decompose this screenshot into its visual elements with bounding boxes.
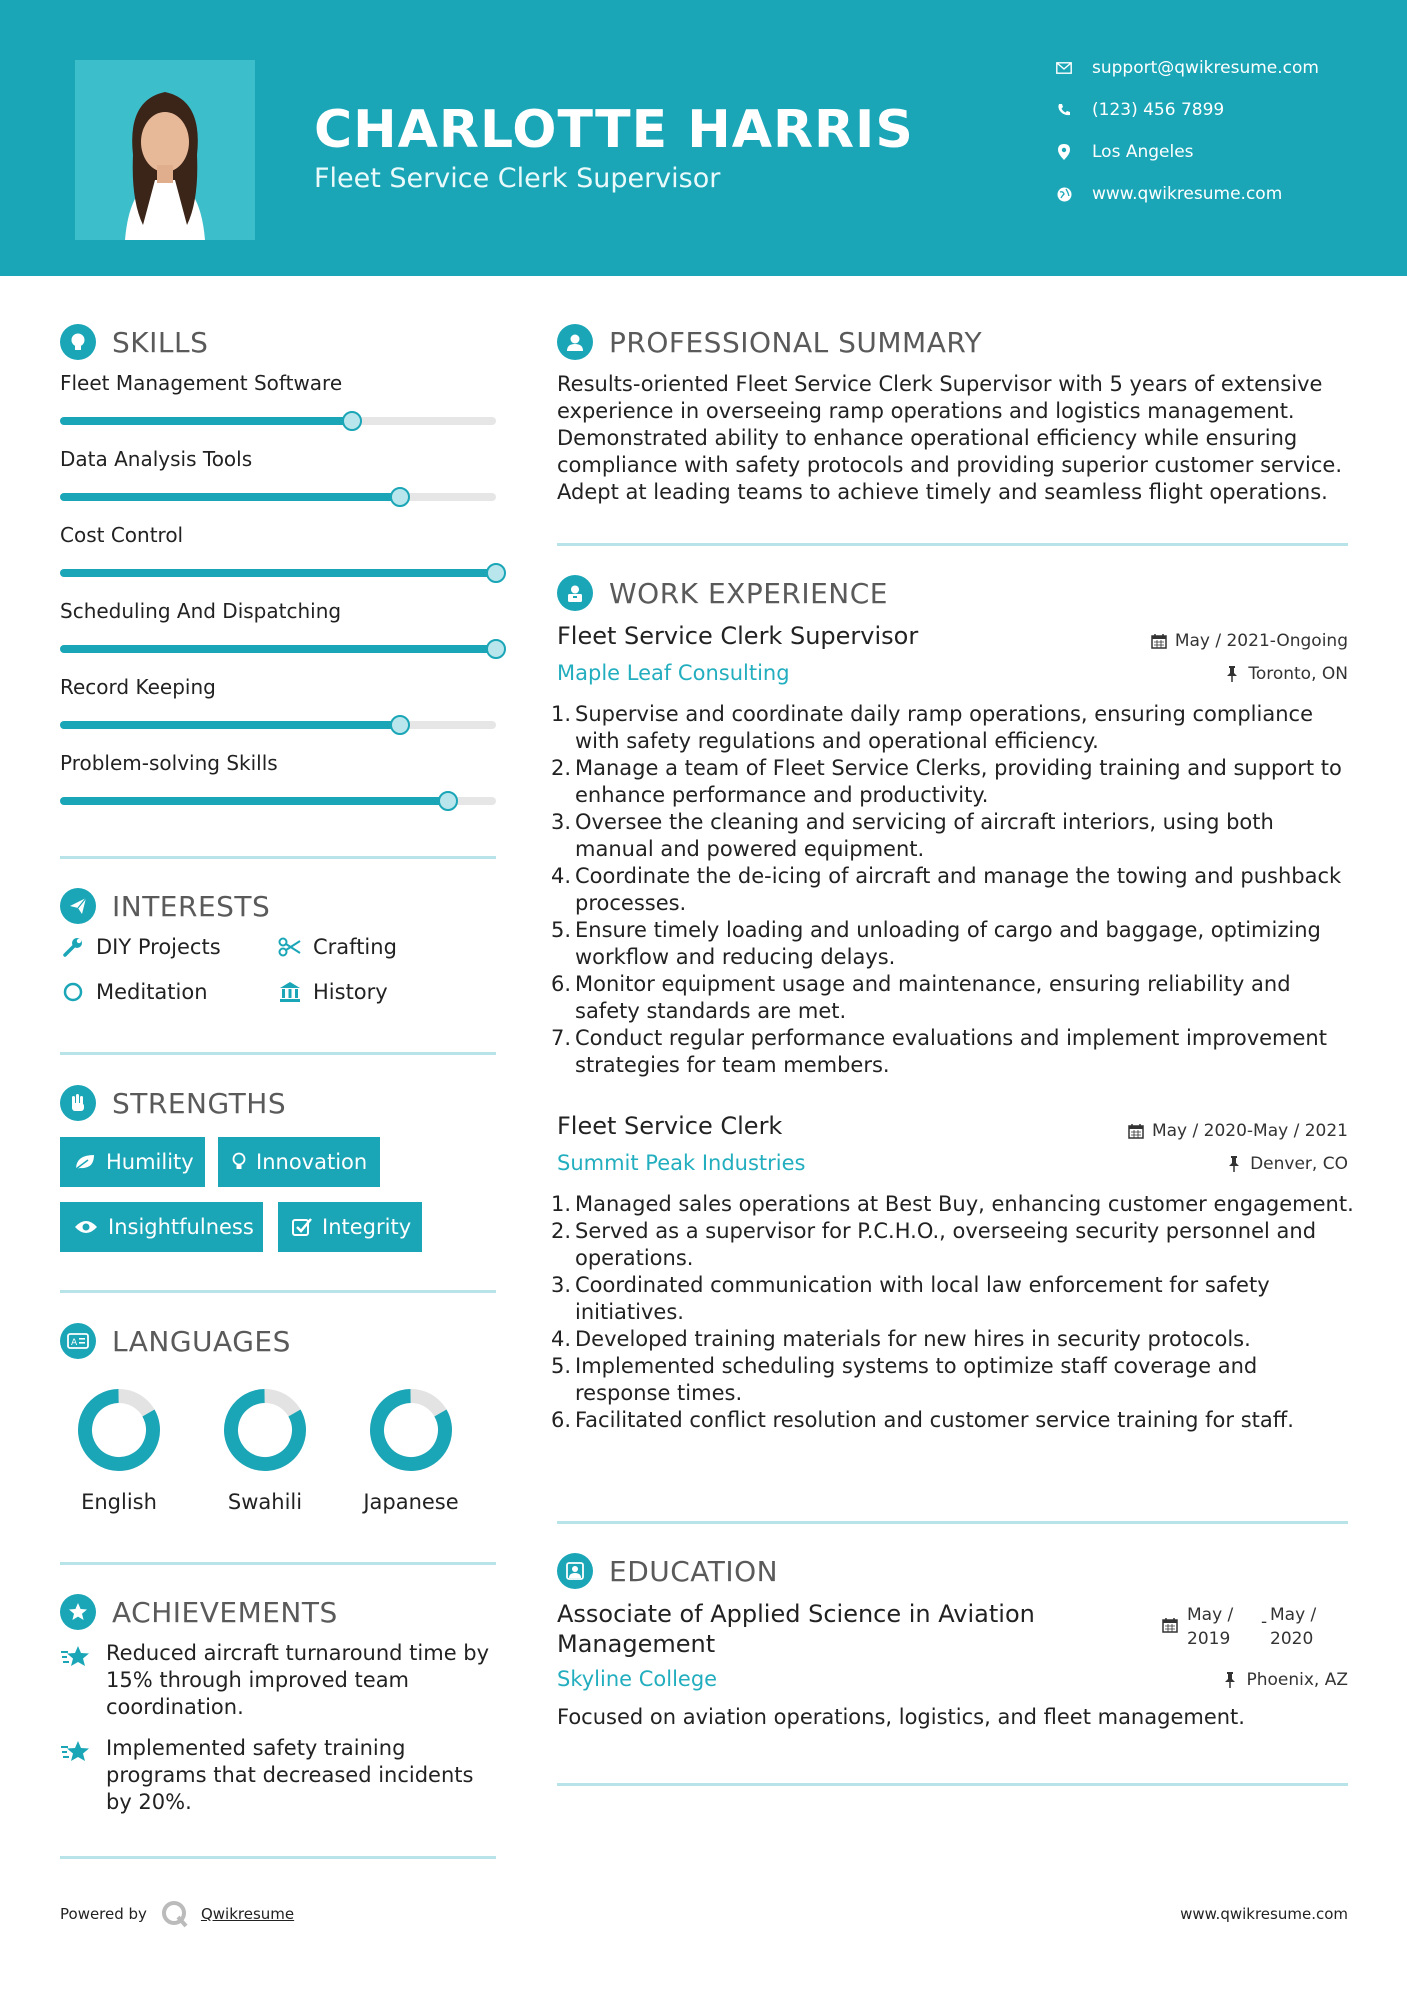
interest-label: History: [313, 980, 388, 1004]
list-number: 6.: [551, 1408, 572, 1432]
calendar-icon: [1162, 1617, 1178, 1637]
star-badge-icon: [60, 1594, 96, 1630]
job-duty-item: [551, 1025, 1357, 1079]
job-duties-list: [551, 701, 1357, 1079]
star-icon: [60, 1735, 94, 1816]
job-title: Fleet Service Clerk: [557, 1112, 783, 1140]
skill-label: Problem-solving Skills: [60, 751, 278, 775]
skill-bar: [60, 569, 496, 577]
language-proficiency-ring: [219, 1384, 311, 1476]
skill-bar-knob: [342, 411, 362, 431]
skills-heading: [60, 324, 208, 360]
graduate-icon: [557, 1553, 593, 1589]
divider: [60, 1290, 496, 1293]
education-heading: [557, 1553, 778, 1589]
pushpin-icon: [1225, 1156, 1243, 1172]
contact-email-text: support@qwikresume.com: [1092, 58, 1319, 78]
summary-title: PROFESSIONAL SUMMARY: [609, 325, 983, 359]
job-dates: [1127, 1121, 1348, 1141]
experience-title: WORK EXPERIENCE: [609, 576, 888, 610]
globe-icon: [1050, 184, 1078, 204]
map-pin-icon: [1050, 142, 1078, 162]
job-duty-text: Ensure timely loading and unloading of cargo and baggage, optimizing workflow and reducing delays.: [575, 918, 1321, 969]
job-duty-text: Coordinated communication with local law enforcement for safety initiatives.: [575, 1273, 1270, 1324]
achievement-item: [60, 1735, 500, 1816]
edu-end-date: [1270, 1603, 1316, 1651]
job-dates: [1150, 631, 1348, 651]
strength-label: Integrity: [322, 1215, 412, 1239]
strength-badge: [218, 1137, 380, 1187]
qwikresume-logo-icon: [161, 1900, 189, 1928]
list-number: 1.: [551, 702, 572, 726]
strengths-title: STRENGTHS: [112, 1086, 287, 1120]
strength-badge: [60, 1202, 263, 1252]
contact-email[interactable]: [1050, 58, 1380, 78]
job-duty-text: Supervise and coordinate daily ramp operations, ensuring compliance with safety regulations and operational efficiency.: [575, 702, 1313, 753]
job-duty-text: Monitor equipment usage and maintenance, ensuring reliability and safety standards are met.: [575, 972, 1291, 1023]
skill-bar-fill: [60, 569, 496, 577]
edu-end-year: 2020: [1270, 1629, 1314, 1649]
edu-date-dash: -: [1261, 1612, 1268, 1632]
interest-item: [60, 980, 208, 1004]
divider: [557, 1783, 1348, 1786]
header-banner: [0, 0, 1407, 276]
job-duty-text: Coordinate the de-icing of aircraft and manage the towing and pushback processes.: [575, 864, 1342, 915]
interest-item: [277, 935, 397, 959]
edu-start-month: May /: [1187, 1605, 1234, 1625]
job-duty-text: Manage a team of Fleet Service Clerks, providing training and support to enhance performance and productivity.: [575, 756, 1342, 807]
divider: [60, 1562, 496, 1565]
skill-bar: [60, 797, 496, 805]
interests-title: INTERESTS: [112, 889, 271, 923]
skill-bar-fill: [60, 493, 400, 501]
contact-website[interactable]: [1050, 184, 1380, 204]
skill-bar: [60, 417, 496, 425]
skill-bar-knob: [486, 639, 506, 659]
interests-heading: [60, 888, 270, 924]
skills-title: SKILLS: [112, 325, 209, 359]
interest-item: [277, 980, 388, 1004]
contact-location: [1050, 142, 1380, 162]
job-duty-item: [551, 755, 1357, 809]
job-duty-item: [551, 1353, 1357, 1407]
job-duty-text: Developed training materials for new hires in security protocols.: [575, 1327, 1251, 1351]
interest-label: Crafting: [313, 935, 397, 959]
skill-bar-knob: [486, 563, 506, 583]
list-number: 3.: [551, 810, 572, 834]
contact-website-text: www.qwikresume.com: [1092, 184, 1283, 204]
list-number: 6.: [551, 972, 572, 996]
job-location-text: Denver, CO: [1250, 1154, 1348, 1174]
divider: [60, 856, 496, 859]
qwikresume-link[interactable]: Qwikresume: [200, 1905, 295, 1923]
briefcase-user-icon: [557, 575, 593, 611]
skill-bar: [60, 645, 496, 653]
edu-start-year: 2019: [1187, 1629, 1231, 1649]
svg-text:A: A: [71, 1338, 78, 1348]
job-duty-item: [551, 1407, 1357, 1434]
job-duty-text: Served as a supervisor for P.C.H.O., overseeing security personnel and operations.: [575, 1219, 1317, 1270]
job-duty-text: Oversee the cleaning and servicing of aircraft interiors, using both manual and powered equipment.: [575, 810, 1274, 861]
job-duty-item: [551, 1326, 1357, 1353]
skill-label: Record Keeping: [60, 675, 216, 699]
achievements-heading: [60, 1594, 338, 1630]
calendar-icon: [1150, 633, 1168, 649]
language-proficiency-ring: [365, 1384, 457, 1476]
job-duty-item: [551, 863, 1357, 917]
languages-heading: [60, 1323, 291, 1359]
eye-icon: [74, 1216, 98, 1238]
skill-bar: [60, 493, 496, 501]
skill-bar-knob: [390, 487, 410, 507]
job-duty-text: Facilitated conflict resolution and customer service training for staff.: [575, 1408, 1294, 1432]
job-title: Fleet Service Clerk Supervisor: [557, 622, 919, 650]
interest-label: DIY Projects: [96, 935, 221, 959]
language-proficiency-ring: [73, 1384, 165, 1476]
powered-by-text: Powered by: [60, 1905, 147, 1923]
list-number: 1.: [551, 1192, 572, 1216]
star-icon: [60, 1640, 94, 1721]
job-duty-item: [551, 809, 1357, 863]
company-name: Summit Peak Industries: [557, 1151, 806, 1175]
experience-heading: [557, 575, 888, 611]
job-location-text: Toronto, ON: [1248, 664, 1348, 684]
education-description: Focused on aviation operations, logistics, and fleet management.: [557, 1705, 1245, 1729]
edu-location-text: Phoenix, AZ: [1246, 1670, 1348, 1690]
job-duty-item: [551, 971, 1357, 1025]
job-duties-list: [551, 1191, 1357, 1434]
skill-bar: [60, 721, 496, 729]
strength-label: Innovation: [256, 1150, 368, 1174]
skill-bar-fill: [60, 417, 352, 425]
skill-bar-fill: [60, 797, 448, 805]
achievement-text: Reduced aircraft turnaround time by 15% through improved team coordination.: [106, 1641, 490, 1719]
circle-icon: [60, 980, 86, 1004]
edu-end-month: May /: [1270, 1605, 1317, 1625]
divider: [60, 1856, 496, 1859]
footer-website[interactable]: www.qwikresume.com: [1180, 1905, 1348, 1923]
wrench-icon: [60, 935, 86, 959]
list-number: 4.: [551, 1327, 572, 1351]
language-label: English: [81, 1490, 157, 1514]
skill-bar-fill: [60, 721, 400, 729]
job-dates-text: May / 2021-Ongoing: [1174, 631, 1348, 651]
edu-start-date: [1187, 1603, 1233, 1651]
job-duty-text: Conduct regular performance evaluations and implement improvement strategies for team members.: [575, 1026, 1327, 1077]
contact-phone-text: (123) 456 7899: [1092, 100, 1225, 120]
achievements-title: ACHIEVEMENTS: [112, 1595, 338, 1629]
contact-location-text: Los Angeles: [1092, 142, 1194, 162]
profile-photo: [75, 60, 255, 240]
interest-label: Meditation: [96, 980, 208, 1004]
interest-item: [60, 935, 221, 959]
list-number: 4.: [551, 864, 572, 888]
divider: [557, 1521, 1348, 1524]
skill-label: Fleet Management Software: [60, 371, 343, 395]
list-number: 2.: [551, 756, 572, 780]
list-number: 2.: [551, 1219, 572, 1243]
check-square-icon: [292, 1216, 312, 1238]
hand-icon: [60, 1085, 96, 1121]
museum-icon: [277, 980, 303, 1004]
strength-badge: [278, 1202, 422, 1252]
strength-label: Insightfulness: [108, 1215, 254, 1239]
skill-bar-fill: [60, 645, 496, 653]
list-number: 5.: [551, 1354, 572, 1378]
divider: [60, 1052, 496, 1055]
leaf-icon: [74, 1151, 96, 1173]
job-duty-text: Implemented scheduling systems to optimize staff coverage and response times.: [575, 1354, 1258, 1405]
skill-label: Scheduling And Dispatching: [60, 599, 342, 623]
degree-title: Associate of Applied Science in Aviation Management: [557, 1600, 1035, 1658]
skill-bar-knob: [438, 791, 458, 811]
skill-label: Cost Control: [60, 523, 184, 547]
list-number: 3.: [551, 1273, 572, 1297]
education-title: EDUCATION: [609, 1554, 779, 1588]
achievement-item: [60, 1640, 500, 1721]
footer-powered-by: [60, 1900, 294, 1928]
contact-phone[interactable]: [1050, 100, 1380, 120]
achievement-text: Implemented safety training programs that decreased incidents by 20%.: [106, 1736, 474, 1814]
phone-icon: [1050, 100, 1078, 120]
strength-label: Humility: [106, 1150, 194, 1174]
company-name: Maple Leaf Consulting: [557, 661, 790, 685]
skill-bar-knob: [390, 715, 410, 735]
job-duty-item: [551, 701, 1357, 755]
job-duty-item: [551, 1191, 1357, 1218]
envelope-icon: [1050, 58, 1078, 78]
strengths-heading: [60, 1085, 286, 1121]
summary-heading: [557, 324, 982, 360]
school-name: Skyline College: [557, 1667, 718, 1691]
edu-location: [1221, 1670, 1348, 1690]
calendar-icon: [1127, 1123, 1145, 1139]
pushpin-icon: [1221, 1672, 1239, 1688]
job-location: [1223, 664, 1348, 684]
language-card-icon: [60, 1323, 96, 1359]
job-duty-item: [551, 1218, 1357, 1272]
lightbulb-icon: [232, 1151, 246, 1173]
divider: [557, 543, 1348, 546]
strength-badge: [60, 1137, 205, 1187]
list-number: 5.: [551, 918, 572, 942]
job-duty-item: [551, 1272, 1357, 1326]
job-duty-text: Managed sales operations at Best Buy, enhancing customer engagement.: [575, 1192, 1354, 1216]
list-number: 7.: [551, 1026, 572, 1050]
language-label: Swahili: [227, 1490, 303, 1514]
candidate-title: Fleet Service Clerk Supervisor: [314, 163, 721, 194]
job-dates-text: May / 2020-May / 2021: [1151, 1121, 1348, 1141]
skill-label: Data Analysis Tools: [60, 447, 253, 471]
job-location: [1225, 1154, 1348, 1174]
summary-text: Results-oriented Fleet Service Clerk Supervisor with 5 years of extensive experience in overseeing ramp operations and logistics management. Demonstrated ability to enhance operational efficiency while ensuring compliance with safety protocols and providing superior customer service. Adept at leading teams to achieve timely and seamless flight operations.: [557, 372, 1342, 504]
scissors-icon: [277, 935, 303, 959]
user-icon: [557, 324, 593, 360]
candidate-name: CHARLOTTE HARRIS: [314, 100, 914, 160]
language-label: Japanese: [363, 1490, 459, 1514]
languages-title: LANGUAGES: [112, 1324, 291, 1358]
pushpin-icon: [1223, 666, 1241, 682]
paper-plane-icon: [60, 888, 96, 924]
lightbulb-icon: [60, 324, 96, 360]
job-duty-item: [551, 917, 1357, 971]
